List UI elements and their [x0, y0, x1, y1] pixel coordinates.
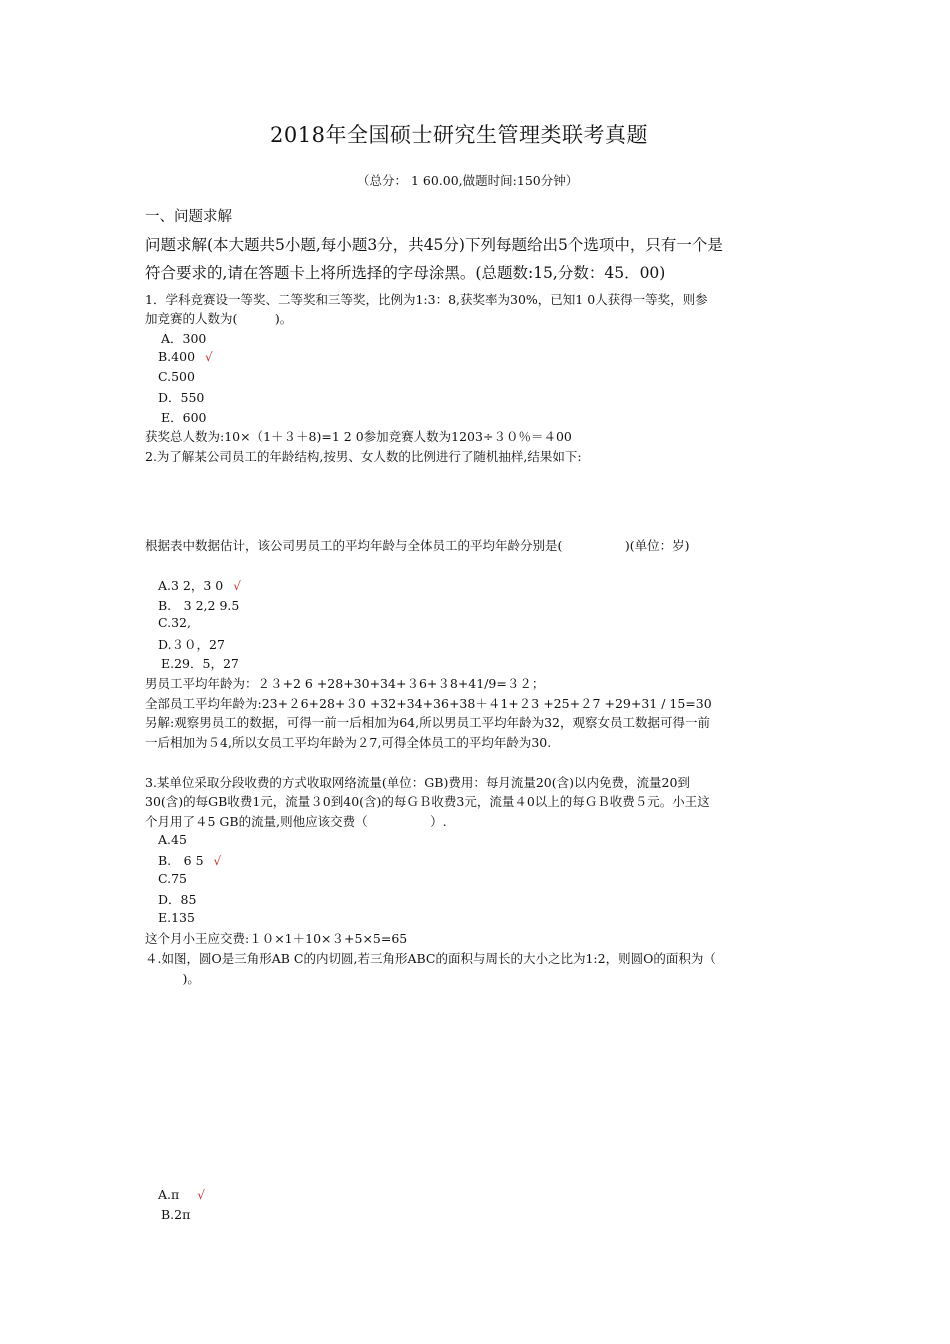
check-icon: √ [233, 579, 241, 593]
q1-option-d: D．550 [158, 390, 205, 405]
q2-stem-line1: 2.为了解某公司员工的年龄结构,按男、女人数的比例进行了随机抽样,结果如下: [145, 449, 582, 464]
q2-option-a: A.3 2，3 0 √ [158, 578, 241, 593]
q1-option-a: A．300 [161, 331, 207, 346]
q1-option-e: E．600 [161, 410, 207, 425]
q2-note-line1: 男员工平均年龄为：２３+2 6 +28+30+34+３6+３8+41/9=３２； [145, 676, 545, 691]
q3-stem-line2: 30(含)的每GB收费1元，流量３0到40(含)的每ＧＢ收费3元，流量４0以上的每ＧＢ收费５元。小王这 [145, 794, 710, 809]
q3-option-c: C.75 [158, 871, 187, 886]
q1-stem-line1: 1．学科竞赛设一等奖、二等奖和三等奖，比例为1:3：8,获奖率为30%，已知1 0人获得一等奖，则参 [145, 292, 708, 307]
q4-stem-line1: ４.如图，圆O是三角形AB C的内切圆,若三角形ABC的面积与周长的大小之比为1:2，则圆O的面积为（ [145, 951, 716, 966]
page-subtitle: （总分： 1 60.00,做题时间:150分钟） [357, 173, 579, 188]
q4-stem-line2: )。 [145, 971, 200, 986]
q4-option-b: B.2π [161, 1207, 191, 1222]
q3-option-e: E.135 [158, 910, 195, 925]
q1-stem-line2: 加竞赛的人数为( )。 [145, 311, 293, 326]
q3-option-a: A.45 [158, 832, 187, 847]
q2-note-line3: 另解:观察男员工的数据，可得一前一后相加为64,所以男员工平均年龄为32，观察女员工数据可得一前 [145, 715, 710, 730]
page-title: 2018年全国硕士研究生管理类联考真题 [270, 123, 648, 147]
q3-option-d: D．85 [158, 892, 197, 907]
q3-option-b: B. 6 5 √ [158, 853, 222, 868]
check-icon: √ [213, 854, 222, 868]
q2-option-c: C.32, [158, 615, 191, 630]
check-icon: √ [205, 350, 213, 364]
section-desc-line1: 问题求解(本大题共5小题,每小题3分，共45分)下列每题给出5个选项中，只有一个是 [145, 236, 723, 254]
section-heading: 一、问题求解 [145, 209, 232, 225]
q2-option-d: D.３０，27 [158, 637, 225, 652]
q2-note-line2: 全部员工平均年龄为:23+２6+28+３0 +32+34+36+38＋４1+２3 +25+２7 +29+31 / 15=30 [145, 696, 712, 711]
q2-note-line4: 一后相加为５4,所以女员工平均年龄为２7,可得全体员工的平均年龄为30. [145, 735, 552, 750]
q2-option-e: E.29．5，27 [161, 656, 239, 671]
section-desc-line2: 符合要求的,请在答题卡上将所选择的字母涂黑。(总题数:15,分数：45．00) [145, 264, 666, 282]
q4-option-a: A.π √ [158, 1187, 205, 1202]
q2-option-b: B. 3 2,2 9.5 [158, 598, 240, 613]
q3-stem-line3: 个月用了４5 GB的流量,则他应该交费（ ）. [145, 814, 447, 829]
q3-answer-note: 这个月小王应交费:１０×1＋10×３+5×5=65 [145, 931, 408, 946]
q1-answer-note: 获奖总人数为:10×（1＋３＋8)=1 2 0参加竞赛人数为1203÷３０％＝４00 [145, 429, 572, 444]
q1-option-c: C.500 [158, 369, 195, 384]
q1-option-b: B.400 √ [158, 349, 213, 364]
q3-stem-line1: 3.某单位采取分段收费的方式收取网络流量(单位：GB)费用：每月流量20(含)以内免费，流量20到 [145, 775, 690, 790]
q2-stem-line2: 根据表中数据估计，该公司男员工的平均年龄与全体员工的平均年龄分别是( )(单位：岁) [145, 538, 690, 553]
check-icon: √ [197, 1188, 205, 1202]
